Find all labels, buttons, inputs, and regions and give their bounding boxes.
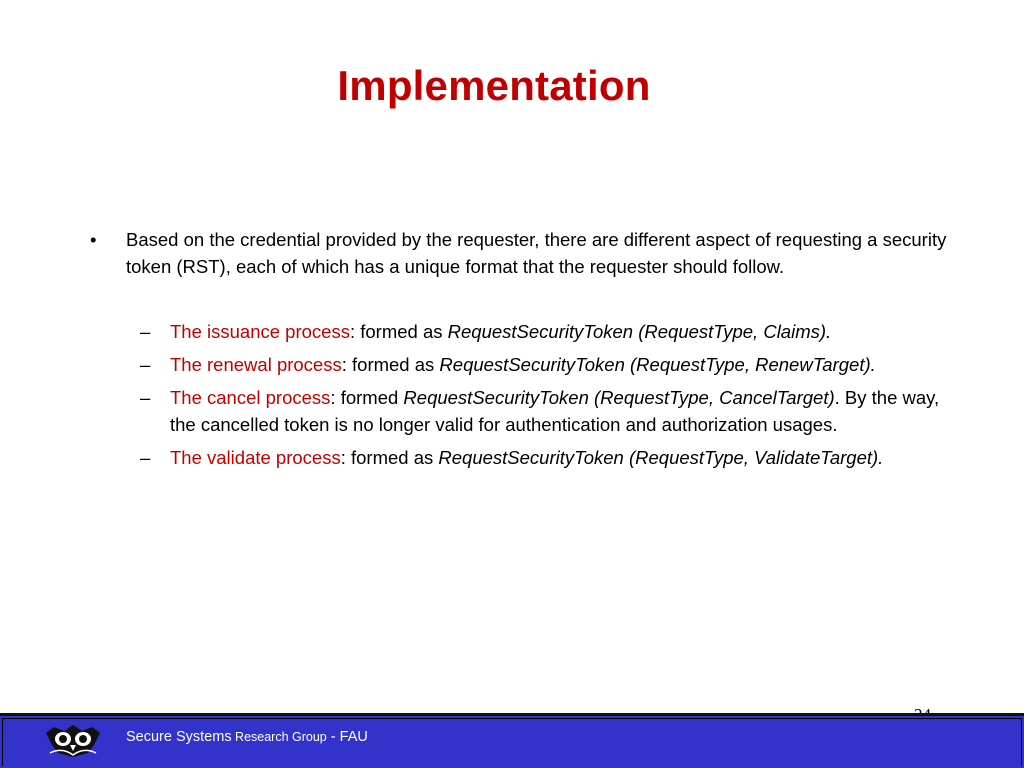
process-separator: : formed as — [340, 447, 439, 468]
sub-bullet-issuance — [90, 318, 950, 345]
process-signature: RequestSecurityToken (RequestType, ValidateTarget). — [438, 447, 884, 468]
sub-bullet-cancel — [90, 384, 950, 438]
process-label: The renewal process — [170, 354, 342, 375]
process-label: The cancel process — [170, 387, 331, 408]
process-signature: RequestSecurityToken (RequestType, Claims). — [447, 321, 832, 342]
footer-text-end: - FAU — [326, 729, 368, 745]
process-label: The issuance process — [170, 321, 350, 342]
slide-title: Implementation — [337, 62, 651, 109]
dash-marker: – — [140, 387, 151, 408]
process-separator: : formed as — [349, 321, 448, 342]
bullet-marker: • — [90, 229, 97, 250]
sub-bullet-validate — [90, 444, 950, 471]
process-separator: : formed — [330, 387, 404, 408]
process-separator: : formed as — [341, 354, 440, 375]
process-tail: . By the way, the cancelled token is no longer valid for authentication and authorization usages. — [170, 387, 940, 435]
sub-bullet-list — [90, 318, 950, 471]
owl-logo-icon — [44, 723, 102, 759]
process-label: The validate process — [170, 447, 341, 468]
footer-bar — [0, 713, 1024, 768]
footer-text — [126, 729, 368, 745]
main-bullet — [90, 226, 950, 280]
footer-text-small: Research Group — [231, 730, 327, 744]
dash-marker: – — [140, 447, 151, 468]
dash-marker: – — [140, 321, 151, 342]
sub-bullet-renewal — [90, 351, 950, 378]
dash-marker: – — [140, 354, 151, 375]
footer-text-main: Secure Systems — [126, 729, 232, 745]
process-signature: RequestSecurityToken (RequestType, CancelTarget) — [403, 387, 835, 408]
slide-content — [90, 226, 950, 477]
bullet-text: Based on the credential provided by the requester, there are different aspect of requesting a security token (RST), each of which has a unique format that the requester should follow. — [126, 229, 947, 277]
process-signature: RequestSecurityToken (RequestType, RenewTarget). — [439, 354, 876, 375]
